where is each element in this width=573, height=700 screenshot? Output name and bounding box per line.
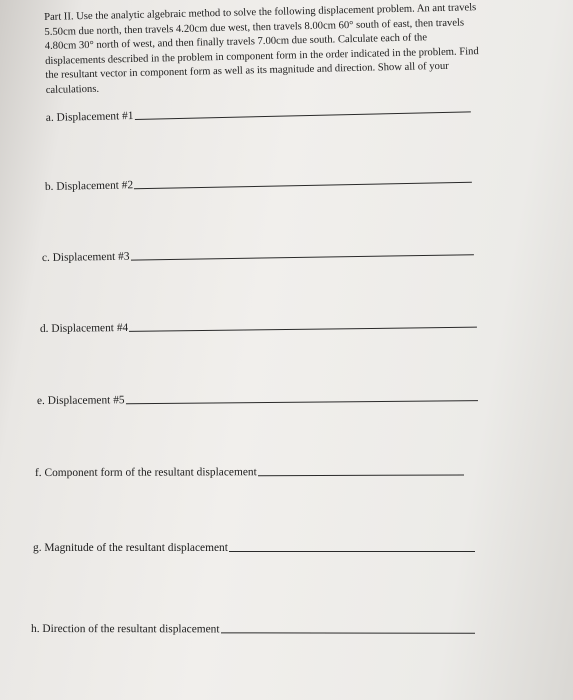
answer-blank-line[interactable] <box>131 253 474 260</box>
answer-blank-line[interactable] <box>126 399 478 404</box>
problem-statement: Part II. Use the analytic algebraic method to solve the following displacement problem. An ant travels 5.50cm due north, then travels 4.20cm due west, then travels 8.00cm 60° south of east, then travels 4.80cm 30° north of west, and then finally travels 7.00cm due south. Calculate each of the displacements described in the problem in component form in the order indicated in the problem. Find the resultant vector in component form as well as its magnitude and direction. Show all of your calculations. <box>44 2 479 96</box>
answer-row-displacement-2 <box>45 173 472 193</box>
answer-blank-line[interactable] <box>129 326 477 332</box>
answer-blank-line[interactable] <box>135 110 471 120</box>
answer-label: g. Magnitude of the resultant displacement <box>33 542 228 554</box>
answer-row-displacement-5 <box>37 391 478 407</box>
answer-label: h. Direction of the resultant displacement <box>31 623 220 636</box>
answer-label: e. Displacement #5 <box>36 394 125 407</box>
answer-label: a. Displacement #1 <box>45 110 134 124</box>
answer-row-displacement-3 <box>42 245 474 264</box>
answer-blank-line[interactable] <box>258 474 464 477</box>
answer-blank-line[interactable] <box>134 181 472 189</box>
answer-label: f. Component form of the resultant displacement <box>34 466 257 479</box>
answer-label: b. Displacement #2 <box>44 179 134 193</box>
answer-row-displacement-4 <box>40 318 477 335</box>
answer-label: c. Displacement #3 <box>41 250 130 264</box>
answer-label: d. Displacement #4 <box>39 321 129 335</box>
answer-blank-line[interactable] <box>229 550 475 552</box>
answer-row-resultant-direction <box>31 623 475 636</box>
answer-blank-line[interactable] <box>221 631 475 633</box>
answer-row-resultant-magnitude <box>33 542 475 554</box>
answer-row-displacement-1 <box>46 102 471 124</box>
answer-row-resultant-component-form <box>35 466 464 479</box>
